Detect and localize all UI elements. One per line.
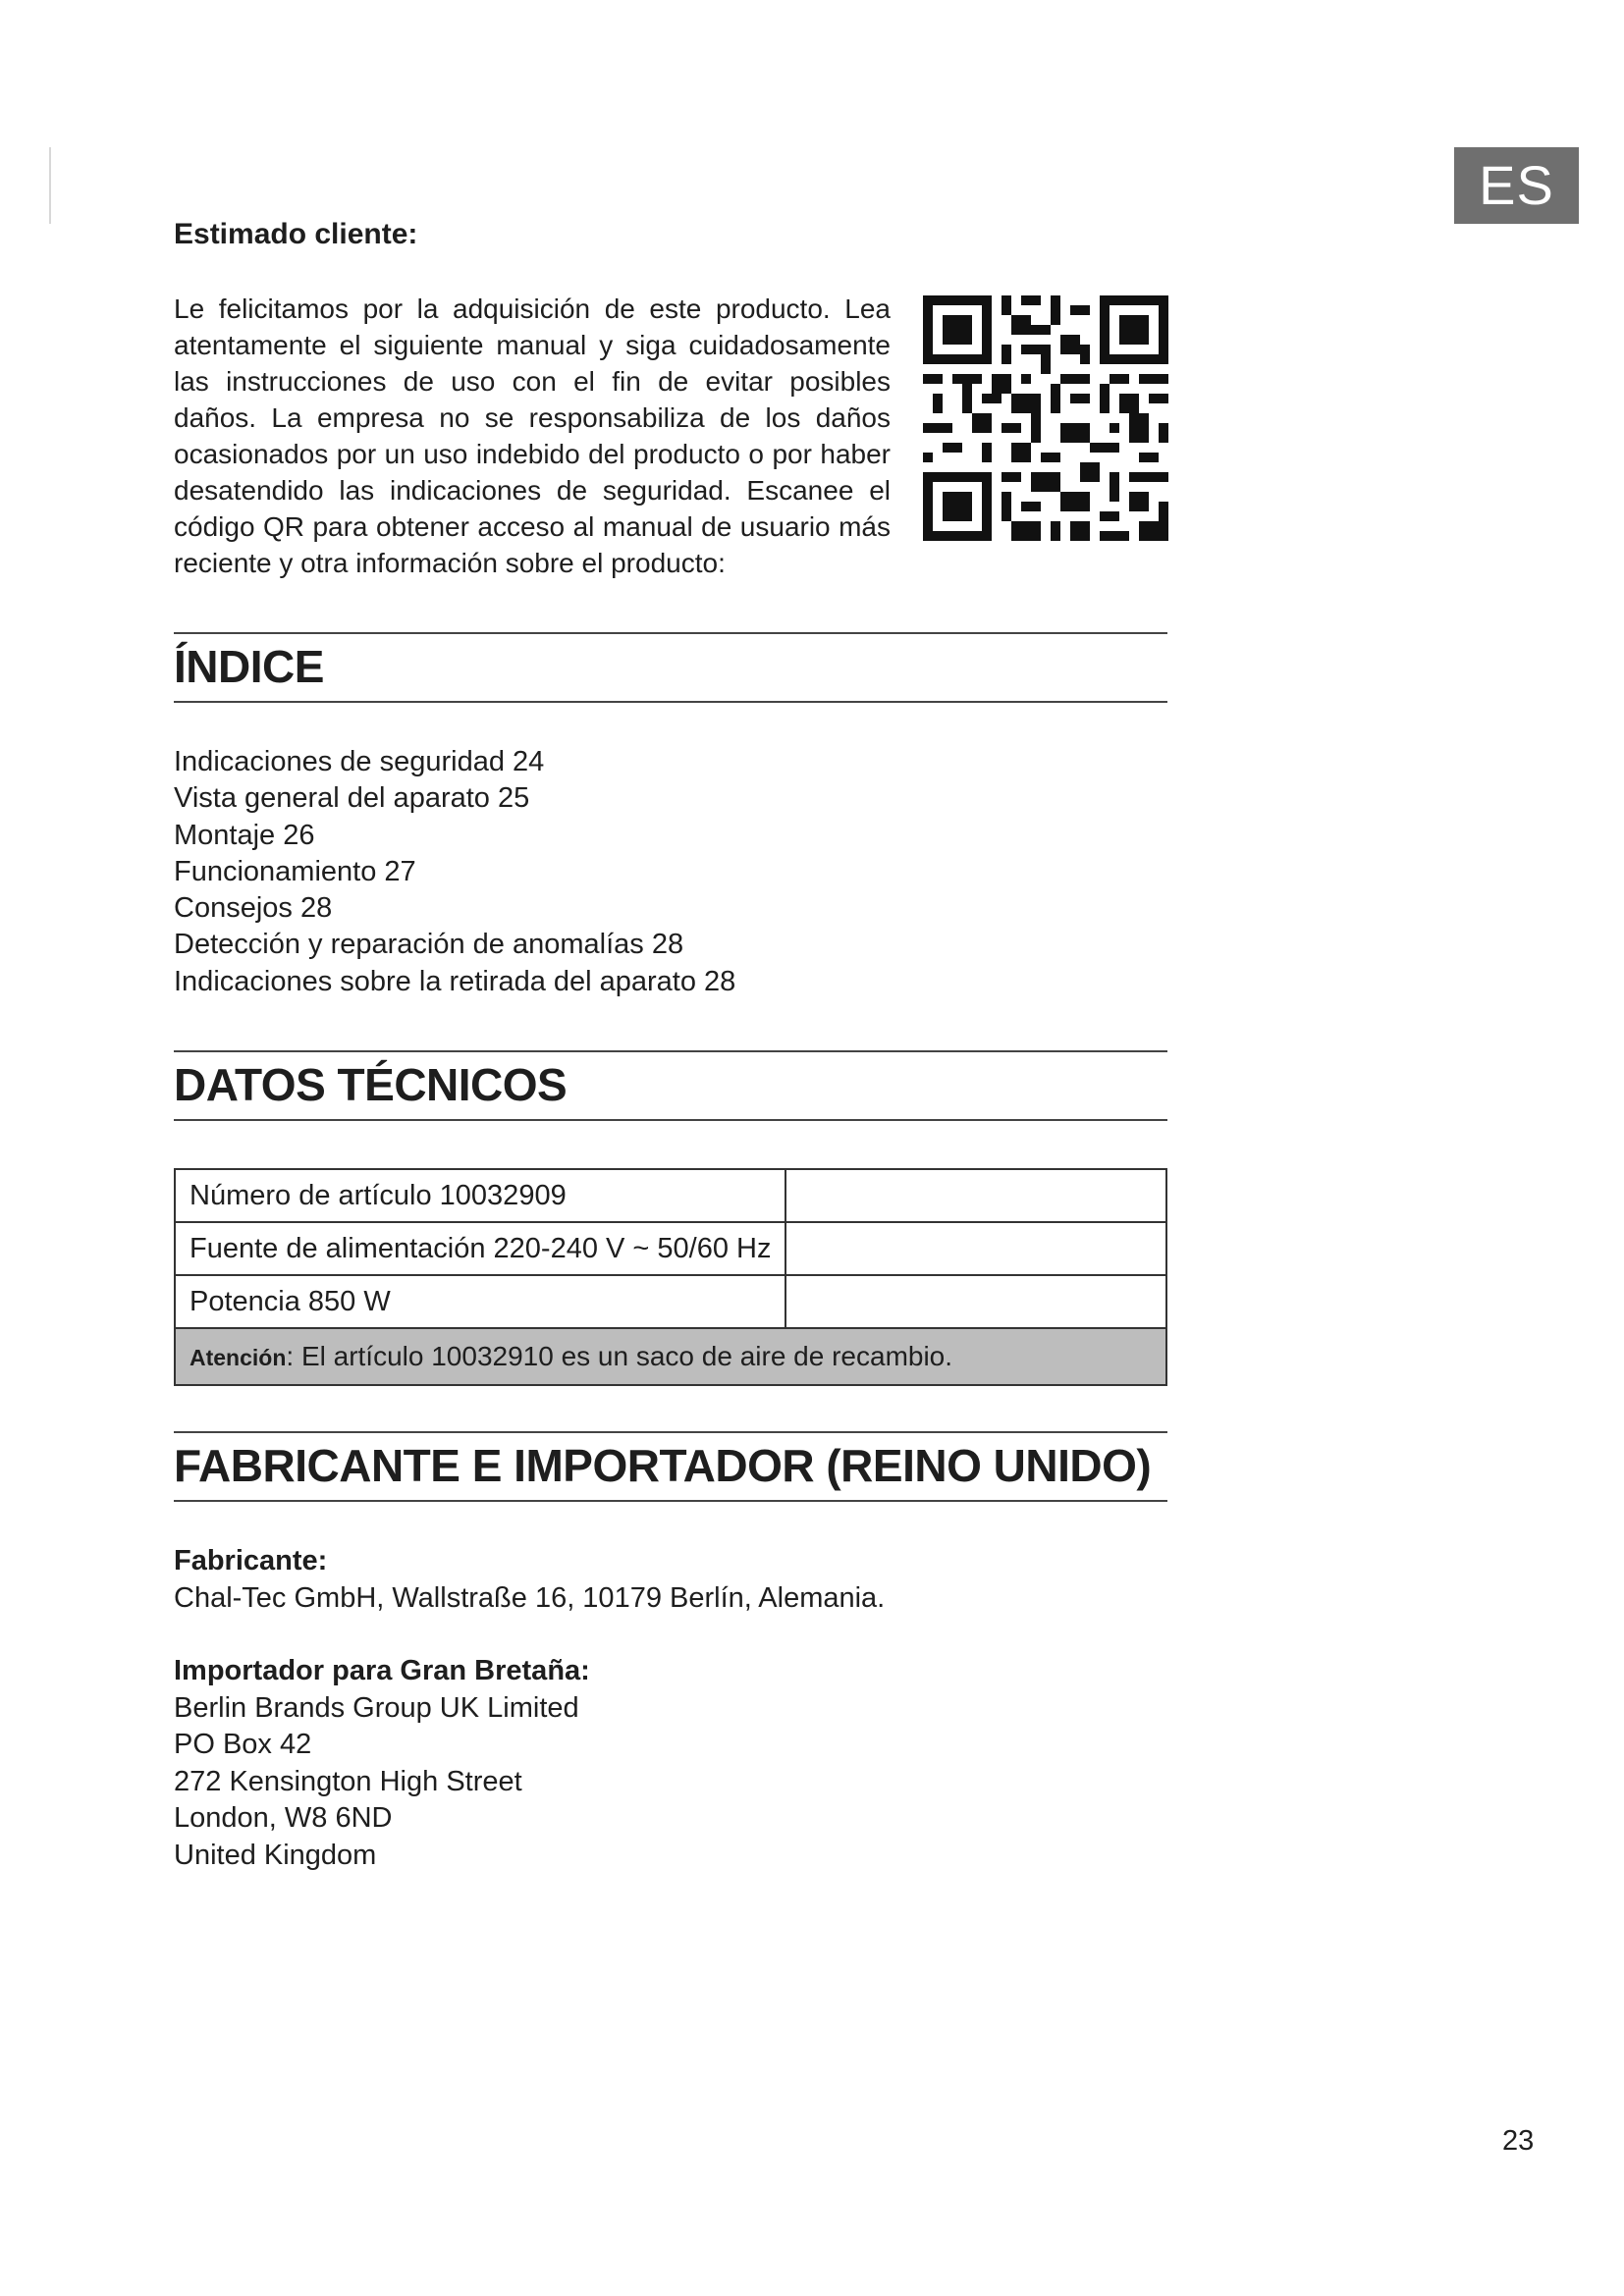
spec-cell-empty (785, 1222, 1166, 1275)
index-item: Detección y reparación de anomalías 28 (174, 929, 684, 961)
index-item: Vista general del aparato 25 (174, 782, 530, 815)
qr-code-icon (923, 294, 1168, 542)
table-row (175, 1169, 1166, 1222)
manufacturer-address: Chal-Tec GmbH, Wallstraße 16, 10179 Berlín, Alemania. (174, 1581, 886, 1614)
spec-cell: Número de artículo 10032909 (175, 1169, 785, 1222)
tech-title: DATOS TÉCNICOS (174, 1059, 568, 1110)
attention-cell (175, 1328, 1166, 1385)
manufacturer-section-header (174, 1431, 1167, 1502)
page-number: 23 (1502, 2125, 1535, 2157)
manufacturer-label: Fabricante: (174, 1545, 328, 1576)
manufacturer-block (174, 1543, 885, 1617)
attention-text: : El artículo 10032910 es un saco de aire de recambio. (286, 1341, 953, 1371)
importer-line: 272 Kensington High Street (174, 1765, 522, 1797)
index-item: Funcionamiento 27 (174, 855, 416, 887)
divider (174, 1500, 1167, 1502)
index-title: ÍNDICE (174, 641, 324, 692)
attention-label: Atención (189, 1345, 287, 1370)
spec-cell: Potencia 850 W (175, 1275, 785, 1328)
intro-paragraph: Le felicitamos por la adquisición de este producto. Lea atentamente el siguiente manual y siga cuidadosamente las instrucciones de uso con el fin de evitar posibles daños. La empresa no se responsabiliza de los daños ocasionados por un uso indebido del producto o por haber desatendido las indicaciones de seguridad. Escanee el código QR para obtener acceso al manual de usuario más reciente y otra información sobre el producto: (174, 294, 891, 578)
divider (174, 701, 1167, 703)
importer-block (174, 1653, 590, 1874)
importer-line: United Kingdom (174, 1839, 377, 1871)
tech-data-table (174, 1168, 1167, 1386)
greeting-heading: Estimado cliente: (174, 218, 418, 250)
importer-label: Importador para Gran Bretaña: (174, 1655, 590, 1686)
importer-line: PO Box 42 (174, 1729, 312, 1760)
table-row (175, 1275, 1166, 1328)
manufacturer-title: FABRICANTE E IMPORTADOR (REINO UNIDO) (174, 1440, 1152, 1491)
spec-cell-empty (785, 1169, 1166, 1222)
table-row (175, 1222, 1166, 1275)
index-item: Indicaciones sobre la retirada del aparato 28 (174, 965, 736, 997)
attention-row (175, 1328, 1166, 1385)
divider (174, 1119, 1167, 1121)
index-item: Consejos 28 (174, 892, 333, 925)
index-item: Montaje 26 (174, 819, 315, 851)
language-badge: ES (1454, 147, 1579, 224)
index-section-header (174, 632, 1167, 703)
margin-rule (49, 147, 51, 224)
spec-cell: Fuente de alimentación 220-240 V ~ 50/60 Hz (175, 1222, 785, 1275)
tech-section-header (174, 1050, 1167, 1121)
spec-cell-empty (785, 1275, 1166, 1328)
importer-line: Berlin Brands Group UK Limited (174, 1691, 579, 1724)
index-list (174, 744, 735, 1000)
index-item: Indicaciones de seguridad 24 (174, 746, 545, 777)
importer-line: London, W8 6ND (174, 1802, 393, 1834)
